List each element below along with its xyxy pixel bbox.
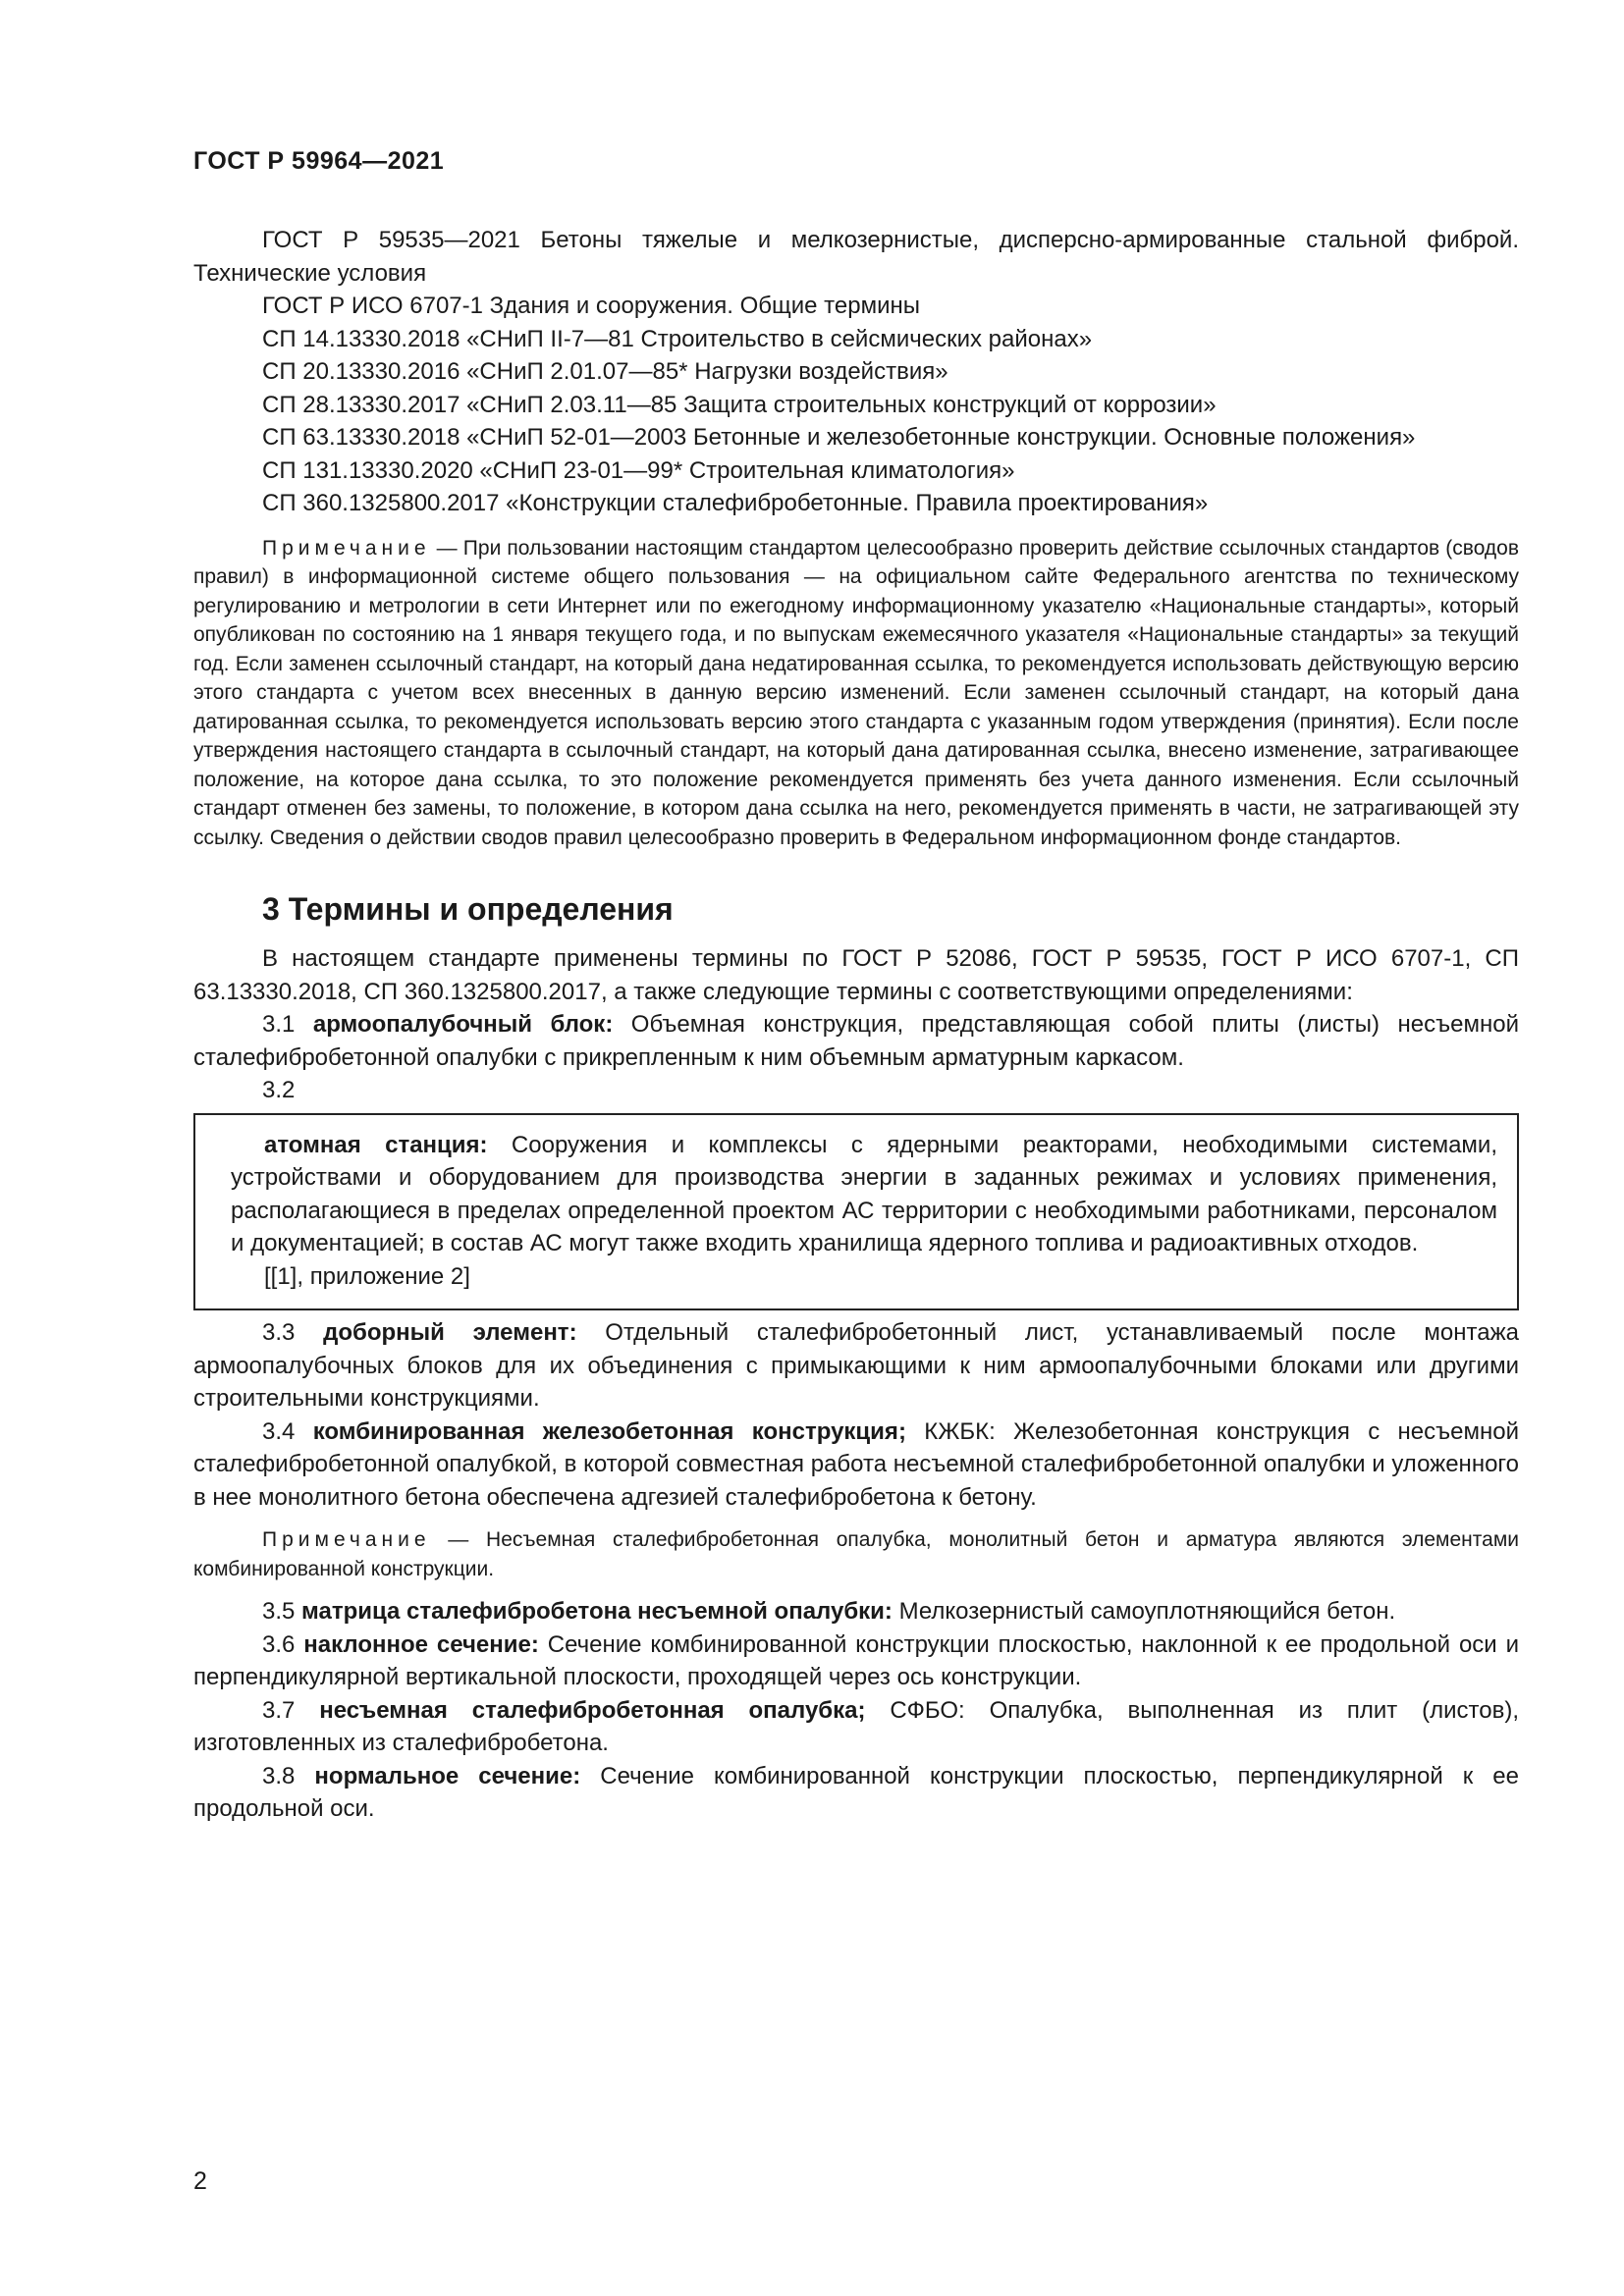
note-label: Примечание — [262, 536, 431, 560]
ref-item: СП 20.13330.2016 «СНиП 2.01.07—85* Нагрузки воздействия» — [262, 358, 948, 385]
term-name: армоопалубочный блок: — [312, 1011, 614, 1038]
term-definition: Сечение комбинированной конструкции плоскостью, наклонной к ее продольной оси и перпендикулярной вертикальной плоскости, проходящей через ось конструкции. — [193, 1630, 1520, 1690]
term-3-2-box — [193, 1113, 1519, 1311]
term-name: нормальное сечение: — [314, 1762, 581, 1789]
term-name: атомная станция: — [264, 1131, 488, 1158]
ref-item: СП 14.13330.2018 «СНиП II-7—81 Строительство в сейсмических районах» — [262, 325, 1093, 352]
term-source: [[1], приложение 2] — [264, 1262, 470, 1290]
note-3-4: Примечание — Несъемная сталефибробетонная опалубка, монолитный бетон и арматура являются элементами комбинированной конструкции. — [193, 1528, 1520, 1580]
term-3-6: 3.6 наклонное сечение: Сечение комбинированной конструкции плоскостью, наклонной к ее продольной оси и перпендикулярной вертикальной плоскости, проходящей через ось конструкции. — [193, 1630, 1520, 1690]
term-definition: КЖБК: Железобетонная конструкция с несъемной сталефибробетонной опалубкой, в которой совместная работа несъемной сталефибробетонной опалубки и уложенного в нее монолитного бетона обеспечена адгезией сталефибробетона к бетону. — [193, 1417, 1520, 1511]
references-list — [193, 224, 1519, 1826]
section-title: 3 Термины и определения — [262, 891, 674, 927]
ref-item: ГОСТ Р 59535—2021 Бетоны тяжелые и мелкозернистые, дисперсно-армированные стальной фиброй. Технические условия — [193, 227, 1519, 287]
term-3-8: 3.8 нормальное сечение: Сечение комбинированной конструкции плоскостью, перпендикулярной к ее продольной оси. — [193, 1762, 1519, 1822]
term-definition: Сечение комбинированной конструкции плоскостью, перпендикулярной к ее продольной оси. — [193, 1762, 1519, 1822]
term-3-2 — [231, 1129, 1497, 1260]
term-3-3: 3.3 доборный элемент: Отдельный сталефибробетонный лист, устанавливаемый после монтажа армоопалубочных блоков для их объединения с примыкающими к ним армоопалубочными блоками или другими строительными конструкциями. — [193, 1319, 1519, 1412]
term-name: матрица сталефибробетона несъемной опалубки: — [301, 1598, 893, 1625]
term-name: комбинированная железобетонная конструкция; — [312, 1417, 906, 1445]
running-header: ГОСТ Р 59964—2021 — [193, 147, 445, 175]
page-number: 2 — [193, 2167, 207, 2195]
section-3 — [193, 889, 1519, 1826]
term-name: наклонное сечение: — [303, 1630, 539, 1658]
ref-item: СП 360.1325800.2017 «Конструкции сталефибробетонные. Правила проектирования» — [262, 490, 1209, 516]
section-intro: В настоящем стандарте применены термины по ГОСТ Р 52086, ГОСТ Р 59535, ГОСТ Р ИСО 6707-1, СП 63.13330.2018, СП 360.1325800.2017, а также следующие термины с соответствующими определениями: — [193, 945, 1519, 1005]
term-3-5: 3.5 матрица сталефибробетона несъемной опалубки: Мелкозернистый самоуплотняющийся бетон. — [262, 1598, 1396, 1625]
note-text: При пользовании настоящим стандартом целесообразно проверить действие ссылочных стандартов (сводов правил) в информационной системе общего пользования — на официальном сайте Федерального агентства по техническому регулированию и метрологии в сети Интернет или по ежегодному информационному указателю «Национальные стандарты», который опубликован по состоянию на 1 января текущего года, и по выпускам ежемесячного указателя «Национальные стандарты» за текущий год. Если заменен ссылочный стандарт, на который дана недатированная ссылка, то рекомендуется использовать действующую версию этого стандарта с учетом всех внесенных в данную версию изменений. Если заменен ссылочный стандарт, на который дана датированная ссылка, то рекомендуется использовать версию этого стандарта с указанным годом утверждения (принятия). Если после утверждения настоящего стандарта в ссылочный стандарт, на который дана датированная ссылка, внесено изменение, затрагивающее положение, на которое дана ссылка, то это положение рекомендуется применять без учета данного изменения. Если ссылочный стандарт отменен без замены, то положение, в котором дана ссылка на него, рекомендуется применять в части, не затрагивающей эту ссылку. Сведения о действии сводов правил целесообразно проверить в Федеральном информационном фонде стандартов. — [193, 536, 1519, 849]
note-references: Примечание — При пользовании настоящим стандартом целесообразно проверить действие ссылочных стандартов (сводов правил) в информационной системе общего пользования — на официальном сайте Федерального агентства по техническому регулированию и метрологии в сети Интернет или по ежегодному информационному указателю «Национальные стандарты», который опубликован по состоянию на 1 января текущего года, и по выпускам ежемесячного указателя «Национальные стандарты» за текущий год. Если заменен ссылочный стандарт, на который дана недатированная ссылка, то рекомендуется использовать действующую версию этого стандарта с учетом всех внесенных в данную версию изменений. Если заменен ссылочный стандарт, на который дана датированная ссылка, то рекомендуется использовать версию этого стандарта с указанным годом утверждения (принятия). Если после утверждения настоящего стандарта в ссылочный стандарт, на который дана датированная ссылка, внесено изменение, затрагивающее положение, на которое дана ссылка, то это положение рекомендуется применять без учета данного изменения. Если ссылочный стандарт отменен без замены, то положение, в котором дана ссылка на него, рекомендуется применять в части, не затрагивающей эту ссылку. Сведения о действии сводов правил целесообразно проверить в Федеральном информационном фонде стандартов. — [193, 536, 1519, 849]
ref-item: СП 131.13330.2020 «СНиП 23-01—99* Строительная климатология» — [262, 456, 1015, 484]
term-3-7: 3.7 несъемная сталефибробетонная опалубка; СФБО: Опалубка, выполненная из плит (листов), изготовленных из сталефибробетона. — [193, 1696, 1519, 1756]
ref-item: ГОСТ Р ИСО 6707-1 Здания и сооружения. Общие термины — [262, 293, 921, 319]
term-definition: СФБО: Опалубка, выполненная из плит (листов), изготовленных из сталефибробетона. — [193, 1696, 1519, 1756]
term-3-4: 3.4 комбинированная железобетонная конструкция; КЖБК: Железобетонная конструкция с несъемной сталефибробетонной опалубкой, в которой совместная работа несъемной сталефибробетонной опалубки и уложенного в нее монолитного бетона обеспечена адгезией сталефибробетона к бетону. — [193, 1417, 1520, 1511]
term-definition: Мелкозернистый самоуплотняющийся бетон. — [892, 1598, 1396, 1625]
ref-item: СП 63.13330.2018 «СНиП 52-01—2003 Бетонные и железобетонные конструкции. Основные положения» — [262, 424, 1416, 451]
term-3-1: 3.1 армоопалубочный блок: Объемная конструкция, представляющая собой плиты (листы) несъемной сталефибробетонной опалубки с прикрепленным к ним объемным арматурным каркасом. — [193, 1011, 1519, 1071]
term-3-2-number: 3.2 — [262, 1077, 296, 1103]
note-text: Несъемная сталефибробетонная опалубка, монолитный бетон и арматура являются элементами комбинированной конструкции. — [193, 1528, 1520, 1580]
term-definition: Сооружения и комплексы с ядерными реакторами, необходимыми системами, устройствами и оборудованием для производства энергии в заданных режимах и условиях применения, располагающиеся в пределах определенной проектом АС территории с необходимыми работниками, персоналом и документацией; в состав АС могут также входить хранилища ядерного топлива и радиоактивных отходов. — [231, 1131, 1497, 1256]
term-definition: Отдельный сталефибробетонный лист, устанавливаемый после монтажа армоопалубочных блоков для их объединения с примыкающими к ним армоопалубочными блоками или другими строительными конструкциями. — [193, 1319, 1519, 1412]
note-label: Примечание — [262, 1528, 431, 1551]
term-name: несъемная сталефибробетонная опалубка; — [319, 1696, 866, 1724]
term-name: доборный элемент: — [323, 1319, 577, 1346]
term-definition: Объемная конструкция, представляющая собой плиты (листы) несъемной сталефибробетонной опалубки с прикрепленным к ним объемным арматурным каркасом. — [193, 1011, 1519, 1071]
ref-item: СП 28.13330.2017 «СНиП 2.03.11—85 Защита строительных конструкций от коррозии» — [262, 391, 1217, 418]
